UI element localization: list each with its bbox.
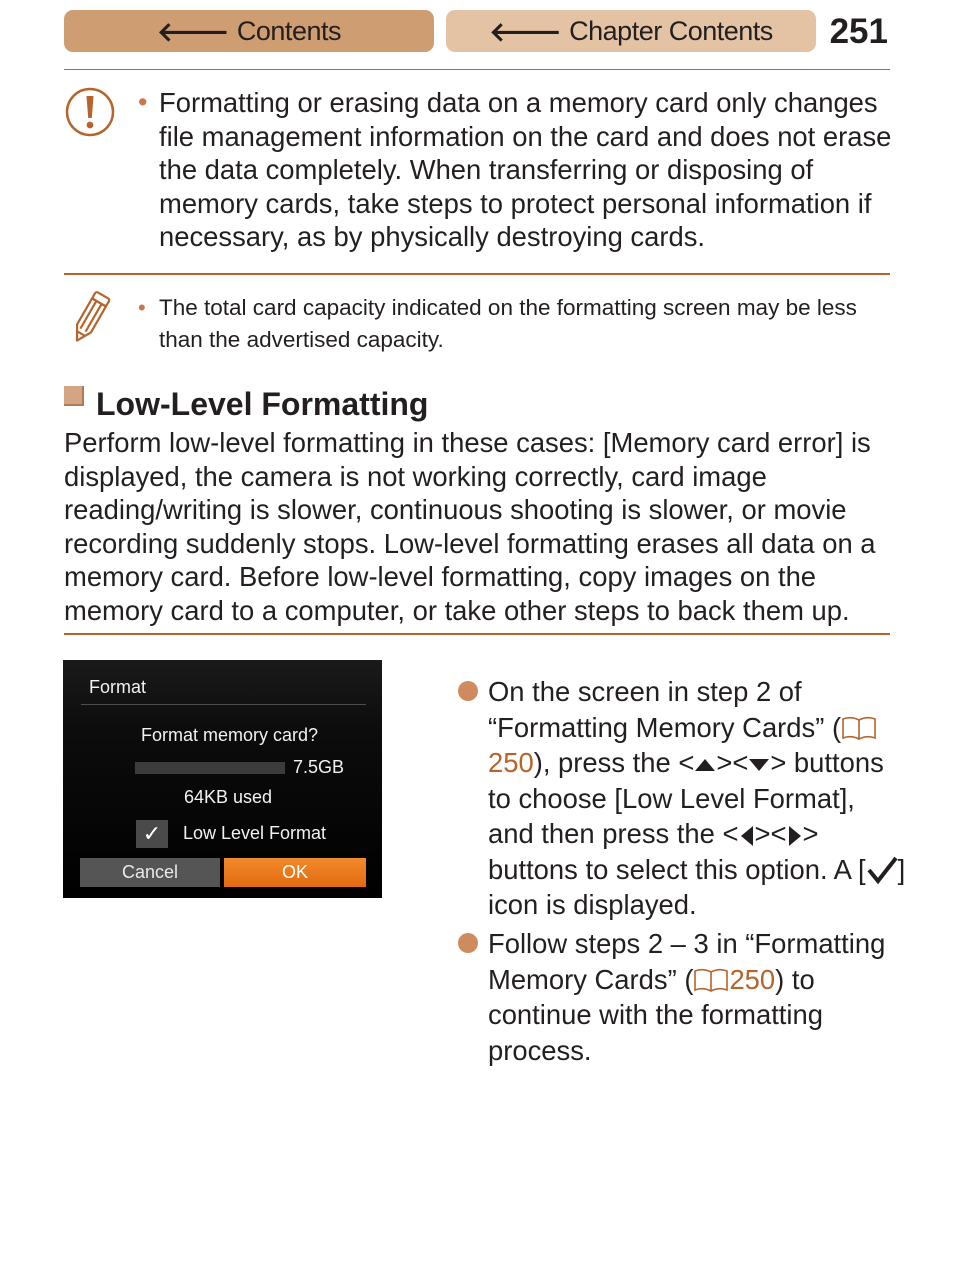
step-text: >< [754, 818, 787, 849]
chapter-contents-label: Chapter Contents [569, 15, 773, 46]
step-text: >< [716, 747, 749, 778]
step-text: ) to continue with the formatting process. [488, 963, 823, 1066]
step-text: > buttons to choose [Low Level Format], and then press the < [488, 747, 884, 849]
checkmark-icon [866, 855, 898, 885]
left-arrow-icon: 🡐 [489, 16, 562, 47]
screen-divider [81, 704, 366, 705]
step-1-text [488, 674, 908, 923]
cancel-button[interactable]: Cancel [80, 858, 220, 887]
section-rule [64, 633, 890, 635]
check-icon: ✓ [142, 821, 162, 846]
left-button-icon [739, 825, 755, 847]
used-value: 64KB used [184, 787, 273, 807]
left-arrow-icon: 🡐 [157, 16, 229, 47]
capacity-bar [135, 762, 285, 774]
step-text: ), press the < [533, 747, 695, 778]
page-reference-link[interactable]: 250 [488, 747, 534, 778]
caution-icon [64, 86, 116, 138]
caution-text: Formatting or erasing data on a memory card only changes file management information on the card and does not erase the data completely. When transferring or disposing of memory cards, take steps to protect personal information if necessary, as by physically destroying cards. [159, 87, 892, 253]
book-reference-icon [841, 715, 877, 741]
book-reference-icon [693, 967, 729, 993]
page-reference-link[interactable]: 250 [729, 963, 776, 995]
bullet-icon [458, 681, 478, 701]
step-text: > buttons to select this option. A [ [488, 818, 866, 885]
bullet-icon: • [138, 87, 148, 117]
note-text: The total card capacity indicated on the formatting screen may be less than the advertised capacity. [159, 295, 857, 352]
pencil-icon [66, 290, 114, 346]
page-number: 251 [829, 12, 888, 51]
section-title: Low-Level Formatting [96, 386, 429, 422]
header-rule [64, 69, 890, 70]
capacity-value: 7.5GB [293, 757, 345, 777]
checkbox-label: Low Level Format [183, 823, 327, 843]
contents-label: Contents [236, 15, 341, 46]
down-button-icon [748, 757, 770, 773]
section-marker-icon [64, 386, 84, 406]
step-2-text [488, 926, 908, 1068]
bullet-icon: • [138, 295, 146, 320]
screen-title: Format [89, 677, 147, 697]
step-text: ] icon is displayed. [488, 853, 906, 920]
bullet-icon [458, 933, 478, 953]
camera-format-screen [63, 660, 382, 898]
section-body: Perform low-level formatting in these cases: [Memory card error] is displayed, the camera is not working correctly, card image reading/writing is slower, continuous shooting is slower, or movie recording suddenly stops. Low-level formatting erases all data on a memory card. Before low-level formatting, copy images on the memory card to a computer, or take other steps to back them up. [64, 427, 876, 626]
chapter-contents-button[interactable] [446, 10, 816, 52]
caution-rule [64, 273, 890, 275]
step-text: On the screen in step 2 of “Formatting Memory Cards” ( [488, 676, 842, 743]
low-level-checkbox[interactable] [136, 820, 168, 848]
right-button-icon [787, 825, 803, 847]
screen-question: Format memory card? [141, 725, 319, 745]
up-button-icon [694, 757, 716, 773]
ok-button[interactable]: OK [224, 858, 366, 887]
step-text: Follow steps 2 – 3 in “Formatting Memory Cards” ( [488, 928, 886, 995]
contents-button[interactable] [64, 10, 434, 52]
